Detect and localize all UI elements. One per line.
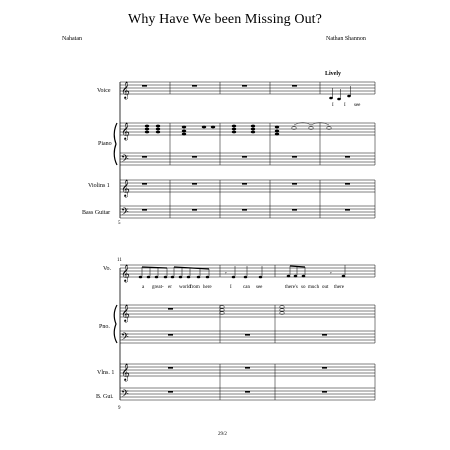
staff-piano-bass <box>120 331 375 343</box>
lyric-syllable: er <box>168 285 172 290</box>
instrument-label-piano: Piano <box>98 141 112 147</box>
instrument-label-voice: Vo. <box>103 266 112 272</box>
svg-text:𝄢: 𝄢 <box>121 331 129 345</box>
instrument-label-bass-guitar: B. Gui. <box>96 394 114 400</box>
lyric-syllable: from <box>190 285 200 290</box>
tempo-marking: Lively <box>325 71 341 77</box>
lyric-syllable: much <box>308 285 320 290</box>
staff-bass-guitar <box>120 388 375 400</box>
staff-violins <box>120 364 375 376</box>
lyric-syllable: see <box>354 103 361 108</box>
staff-voice <box>120 82 375 94</box>
svg-text:𝄞: 𝄞 <box>121 363 130 381</box>
instrument-label-violins: Vlns. 1 <box>97 370 115 376</box>
lyric-syllable: so <box>301 285 306 290</box>
lyricist-credit: Nahatan <box>62 36 82 42</box>
svg-text:𝄞: 𝄞 <box>121 264 130 282</box>
measure-number: 9 <box>118 406 121 411</box>
lyric-syllable: I <box>344 103 346 108</box>
svg-text:𝄞: 𝄞 <box>121 122 130 140</box>
lyric-syllable: there's <box>285 285 298 290</box>
staff-piano-bass <box>120 153 375 165</box>
staff-bass-guitar <box>120 206 375 218</box>
lyric-syllable: here <box>203 285 212 290</box>
page-footer: 29/2 <box>218 432 227 437</box>
lyric-syllable: a <box>142 285 145 290</box>
svg-text:𝄾: 𝄾 <box>225 270 227 277</box>
svg-text:𝄾: 𝄾 <box>330 270 332 277</box>
lyric-syllable: there <box>334 285 344 290</box>
measure-number: 11 <box>117 258 122 263</box>
composer-credit: Nathan Shannon <box>326 36 366 42</box>
instrument-label-voice: Voice <box>97 88 111 94</box>
lyric-syllable: I <box>332 103 334 108</box>
staff-violins <box>120 180 375 192</box>
staff-piano-treble <box>120 305 375 317</box>
instrument-label-violins: Violins 1 <box>88 183 110 189</box>
instrument-label-bass-guitar: Bass Guitar <box>82 210 111 216</box>
lyric-syllable: world <box>179 285 191 290</box>
instrument-label-piano: Pno. <box>99 324 110 330</box>
svg-text:𝄞: 𝄞 <box>121 304 130 322</box>
svg-text:𝄢: 𝄢 <box>121 388 129 402</box>
lyric-syllable: can <box>243 285 250 290</box>
lyric-syllable: great- <box>152 285 164 290</box>
lyric-syllable: I <box>230 285 232 290</box>
measure-number: 5 <box>118 221 121 226</box>
lyric-syllable: see <box>256 285 263 290</box>
svg-text:𝄞: 𝄞 <box>121 179 130 197</box>
svg-text:𝄢: 𝄢 <box>121 153 129 167</box>
svg-text:𝄞: 𝄞 <box>121 81 130 99</box>
svg-text:𝄢: 𝄢 <box>121 206 129 220</box>
page-title: Why Have We been Missing Out? <box>128 12 322 27</box>
lyric-syllable: out <box>322 285 329 290</box>
